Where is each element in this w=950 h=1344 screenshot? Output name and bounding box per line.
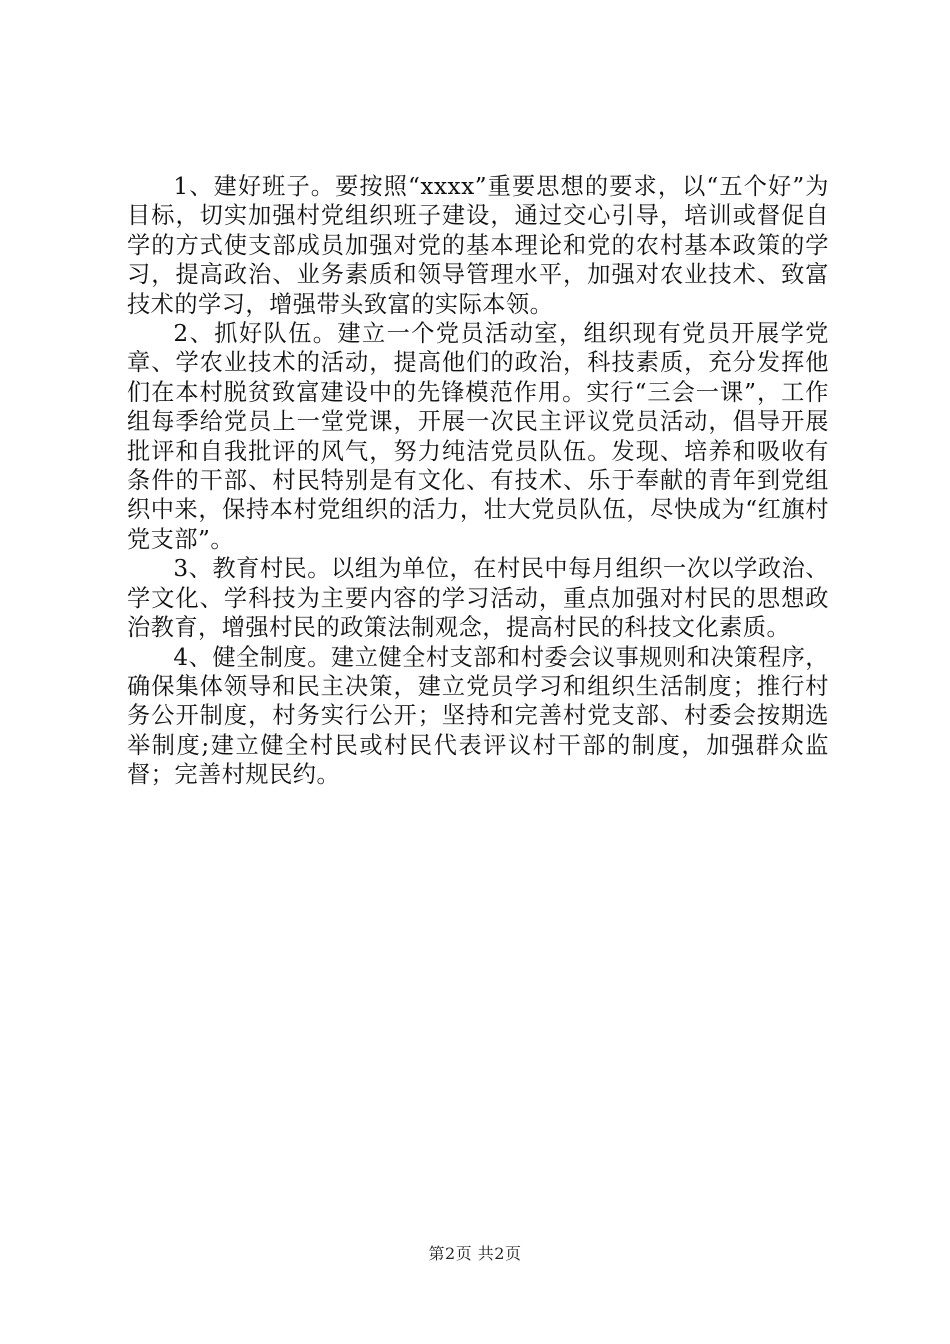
paragraph-3-educate-villagers: 3、教育村民。以组为单位，在村民中每月组织一次以学政治、学文化、学科技为主要内容的学习活动，重点加强对村民的思想政治教育，增强村民的政策法制观念，提高村民的科技文化素质。 (127, 555, 829, 642)
paragraph-4-improve-system: 4、健全制度。建立健全村支部和村委会议事规则和决策程序，确保集体领导和民主决策，建立党员学习和组织生活制度；推行村务公开制度，村务实行公开；坚持和完善村党支部、村委会按期选举制度;建立健全村民或村民代表评议村干部的制度，加强群众监督；完善村规民约。 (127, 643, 829, 789)
paragraph-2-strengthen-team: 2、抓好队伍。建立一个党员活动室，组织现有党员开展学党章、学农业技术的活动，提高他们的政治，科技素质，充分发挥他们在本村脱贫致富建设中的先锋模范作用。实行“三会一课”，工作组每季给党员上一堂党课，开展一次民主评议党员活动，倡导开展批评和自我批评的风气，努力纯洁党员队伍。发现、培养和吸收有条件的干部、村民特别是有文化、有技术、乐于奉献的青年到党组织中来，保持本村党组织的活力，壮大党员队伍，尽快成为“红旗村党支部”。 (127, 320, 829, 553)
document-body (127, 172, 829, 790)
paragraph-1-build-leadership: 1、建好班子。要按照“xxxx”重要思想的要求，以“五个好”为目标，切实加强村党组织班子建设，通过交心引导，培训或督促自学的方式使支部成员加强对党的基本理论和党的农村基本政策的学习，提高政治、业务素质和领导管理水平，加强对农业技术、致富技术的学习，增强带头致富的实际本领。 (127, 173, 829, 318)
page-number-footer: 第2页 共2页 (428, 1244, 522, 1263)
